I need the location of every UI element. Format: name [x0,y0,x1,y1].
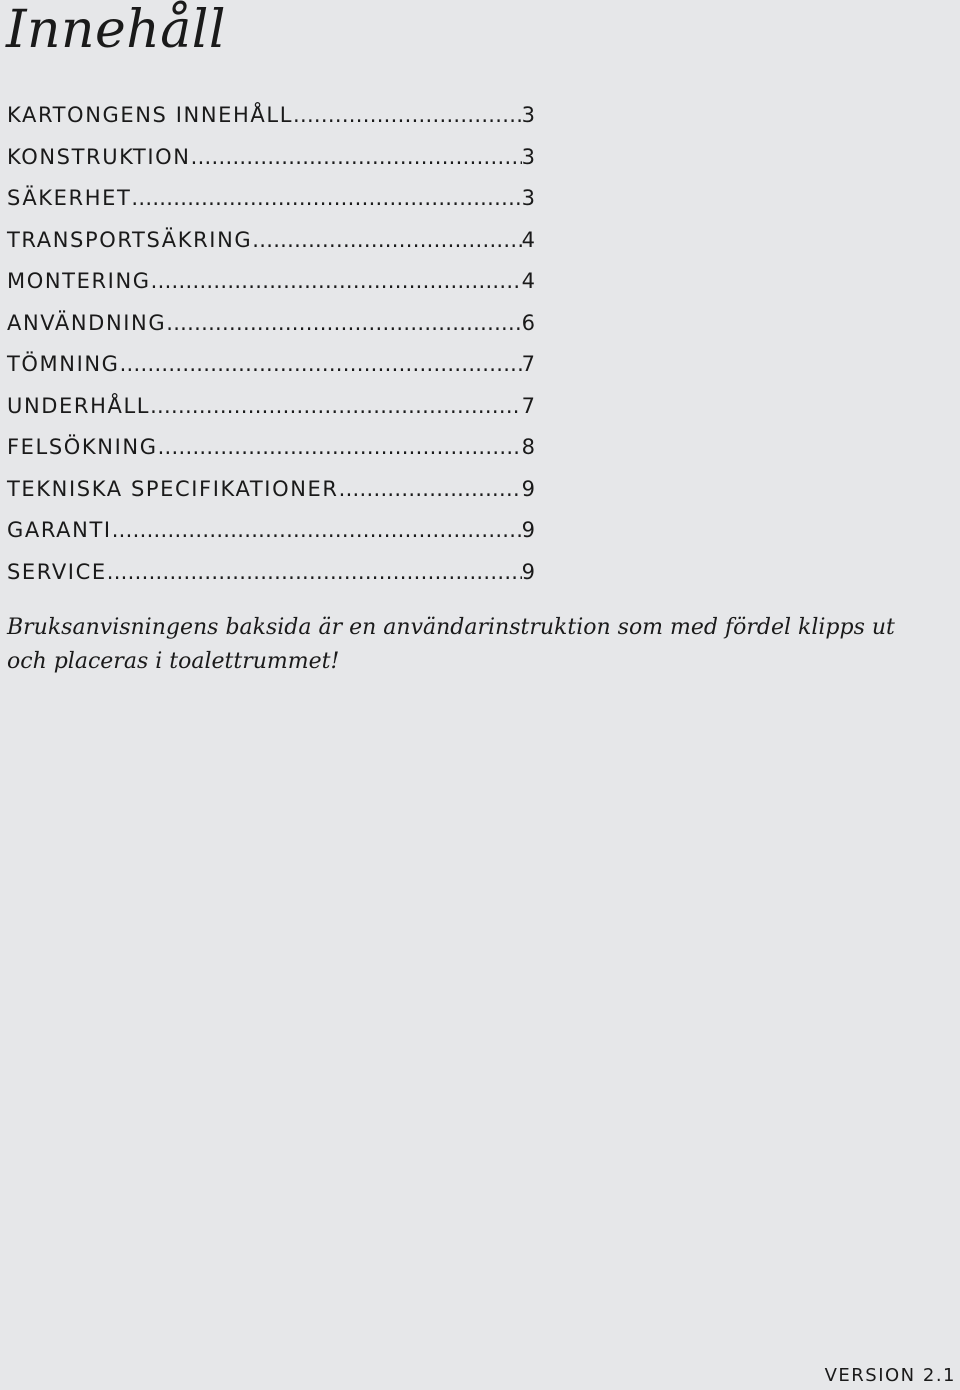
toc-entry-service[interactable] [7,552,535,594]
version-label: VERSION 2.1 [824,1365,956,1386]
toc-entry-page: 4 [521,269,535,293]
toc-entry-page: 4 [521,227,535,252]
toc-entry-label: GARANTI [7,518,112,542]
toc-entry-page: 3 [521,186,535,210]
note-line-2: och placeras i toalettrummet! [7,649,340,674]
toc-leader-dots [293,95,522,137]
toc-leader-dots [158,427,522,469]
toc-entry-tomning[interactable] [7,344,535,386]
toc-entry-transportsakring[interactable] [7,220,535,262]
toc-leader-dots [339,469,522,511]
page-title: Innehåll [6,0,227,60]
toc-entry-page: 7 [521,352,535,376]
cutout-instruction-note [7,611,907,679]
toc-entry-label: UNDERHÅLL [7,393,151,418]
toc-entry-label: MONTERING [7,269,151,293]
toc-entry-label: FELSÖKNING [7,435,158,459]
toc-entry-garanti[interactable] [7,510,535,552]
toc-leader-dots [150,386,522,428]
toc-entry-page: 9 [521,476,535,501]
toc-entry-label: KONSTRUKTION [7,144,191,169]
toc-entry-label: SERVICE [7,559,107,584]
toc-entry-label: SÄKERHET [7,186,132,210]
toc-leader-dots [191,137,522,179]
toc-entry-label: TEKNISKA SPECIFIKATIONER [7,476,339,501]
table-of-contents [7,95,535,593]
toc-entry-page: 3 [521,103,535,127]
toc-entry-page: 7 [521,393,535,418]
toc-entry-label: KARTONGENS INNEHÅLL [7,103,293,127]
toc-leader-dots [120,344,522,386]
toc-leader-dots [131,178,521,220]
toc-entry-label: ANVÄNDNING [7,310,167,335]
toc-entry-felsokning[interactable] [7,427,535,469]
toc-entry-page: 6 [521,310,535,335]
toc-entry-page: 3 [521,144,535,169]
toc-entry-label: TÖMNING [7,352,120,376]
toc-entry-underhall[interactable] [7,386,535,428]
note-line-1: Bruksanvisningens baksida är en användarinstruktion som med fördel klipps ut [7,615,895,640]
toc-entry-konstruktion[interactable] [7,137,535,179]
toc-entry-kartongens-innehall[interactable] [7,95,535,137]
toc-leader-dots [107,552,522,594]
toc-entry-anvandning[interactable] [7,303,535,345]
toc-entry-page: 8 [521,435,535,459]
toc-leader-dots [112,510,522,552]
toc-entry-page: 9 [521,518,535,542]
toc-entry-label: TRANSPORTSÄKRING [7,227,253,252]
toc-entry-sakerhet[interactable] [7,178,535,220]
toc-leader-dots [252,220,521,262]
toc-leader-dots [151,261,522,303]
toc-entry-montering[interactable] [7,261,535,303]
toc-entry-page: 9 [521,559,535,584]
toc-leader-dots [166,303,521,345]
toc-entry-tekniska-specifikationer[interactable] [7,469,535,511]
